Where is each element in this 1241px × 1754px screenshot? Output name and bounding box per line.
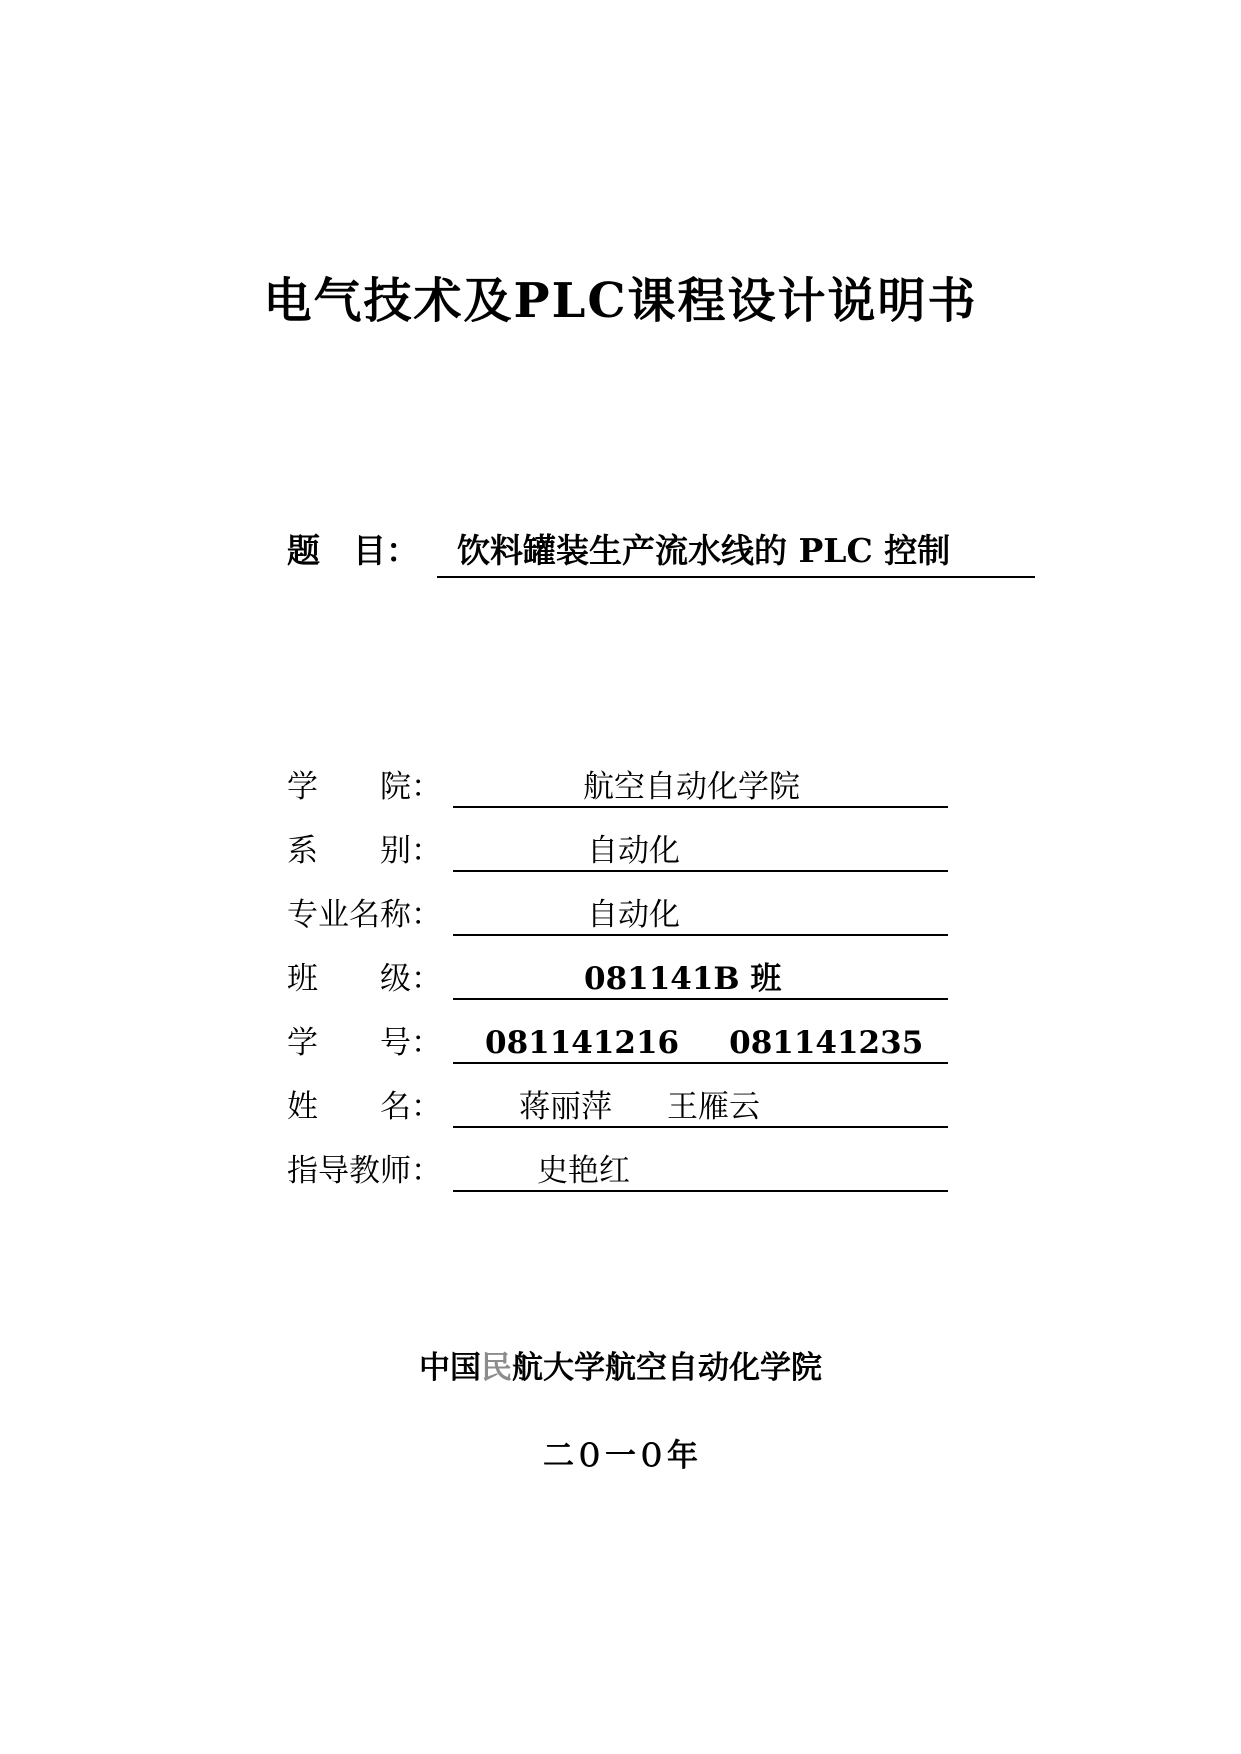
institution-name: 中国民航大学航空自动化学院 (419, 1350, 822, 1386)
student-id-row (287, 1022, 948, 1064)
college-row (287, 766, 948, 808)
student-id-1: 081141216 (485, 1025, 680, 1061)
topic-label: 题 目： (287, 531, 419, 570)
department-label: 系 别： (287, 833, 442, 869)
document-title: 电气技术及PLC课程设计说明书 (263, 273, 978, 329)
class-row (287, 958, 948, 1000)
department-value: 自动化 (453, 830, 948, 872)
college-value: 航空自动化学院 (453, 766, 948, 808)
student-id-label: 学 号： (287, 1025, 442, 1061)
topic-value: 饮料罐装生产流水线的 PLC 控制 (437, 525, 1035, 578)
advisor-value: 史艳红 (453, 1150, 948, 1192)
advisor-label: 指导教师： (287, 1153, 442, 1189)
name-row (287, 1086, 948, 1128)
department-row (287, 830, 948, 872)
major-row (287, 894, 948, 936)
name-2: 王雁云 (667, 1089, 760, 1125)
year: 二０一０年 (543, 1438, 698, 1474)
major-value: 自动化 (453, 894, 948, 936)
college-label: 学 院： (287, 769, 442, 805)
student-id-value (453, 1022, 948, 1064)
major-label: 专业名称： (287, 897, 442, 933)
name-value (453, 1086, 948, 1128)
advisor-row (287, 1150, 948, 1192)
class-label: 班 级： (287, 961, 442, 997)
name-1: 蒋丽萍 (519, 1089, 612, 1125)
topic-row (287, 525, 1035, 578)
class-value: 081141B 班 (453, 958, 948, 1000)
student-id-2: 081141235 (729, 1025, 924, 1061)
name-label: 姓 名： (287, 1089, 442, 1125)
